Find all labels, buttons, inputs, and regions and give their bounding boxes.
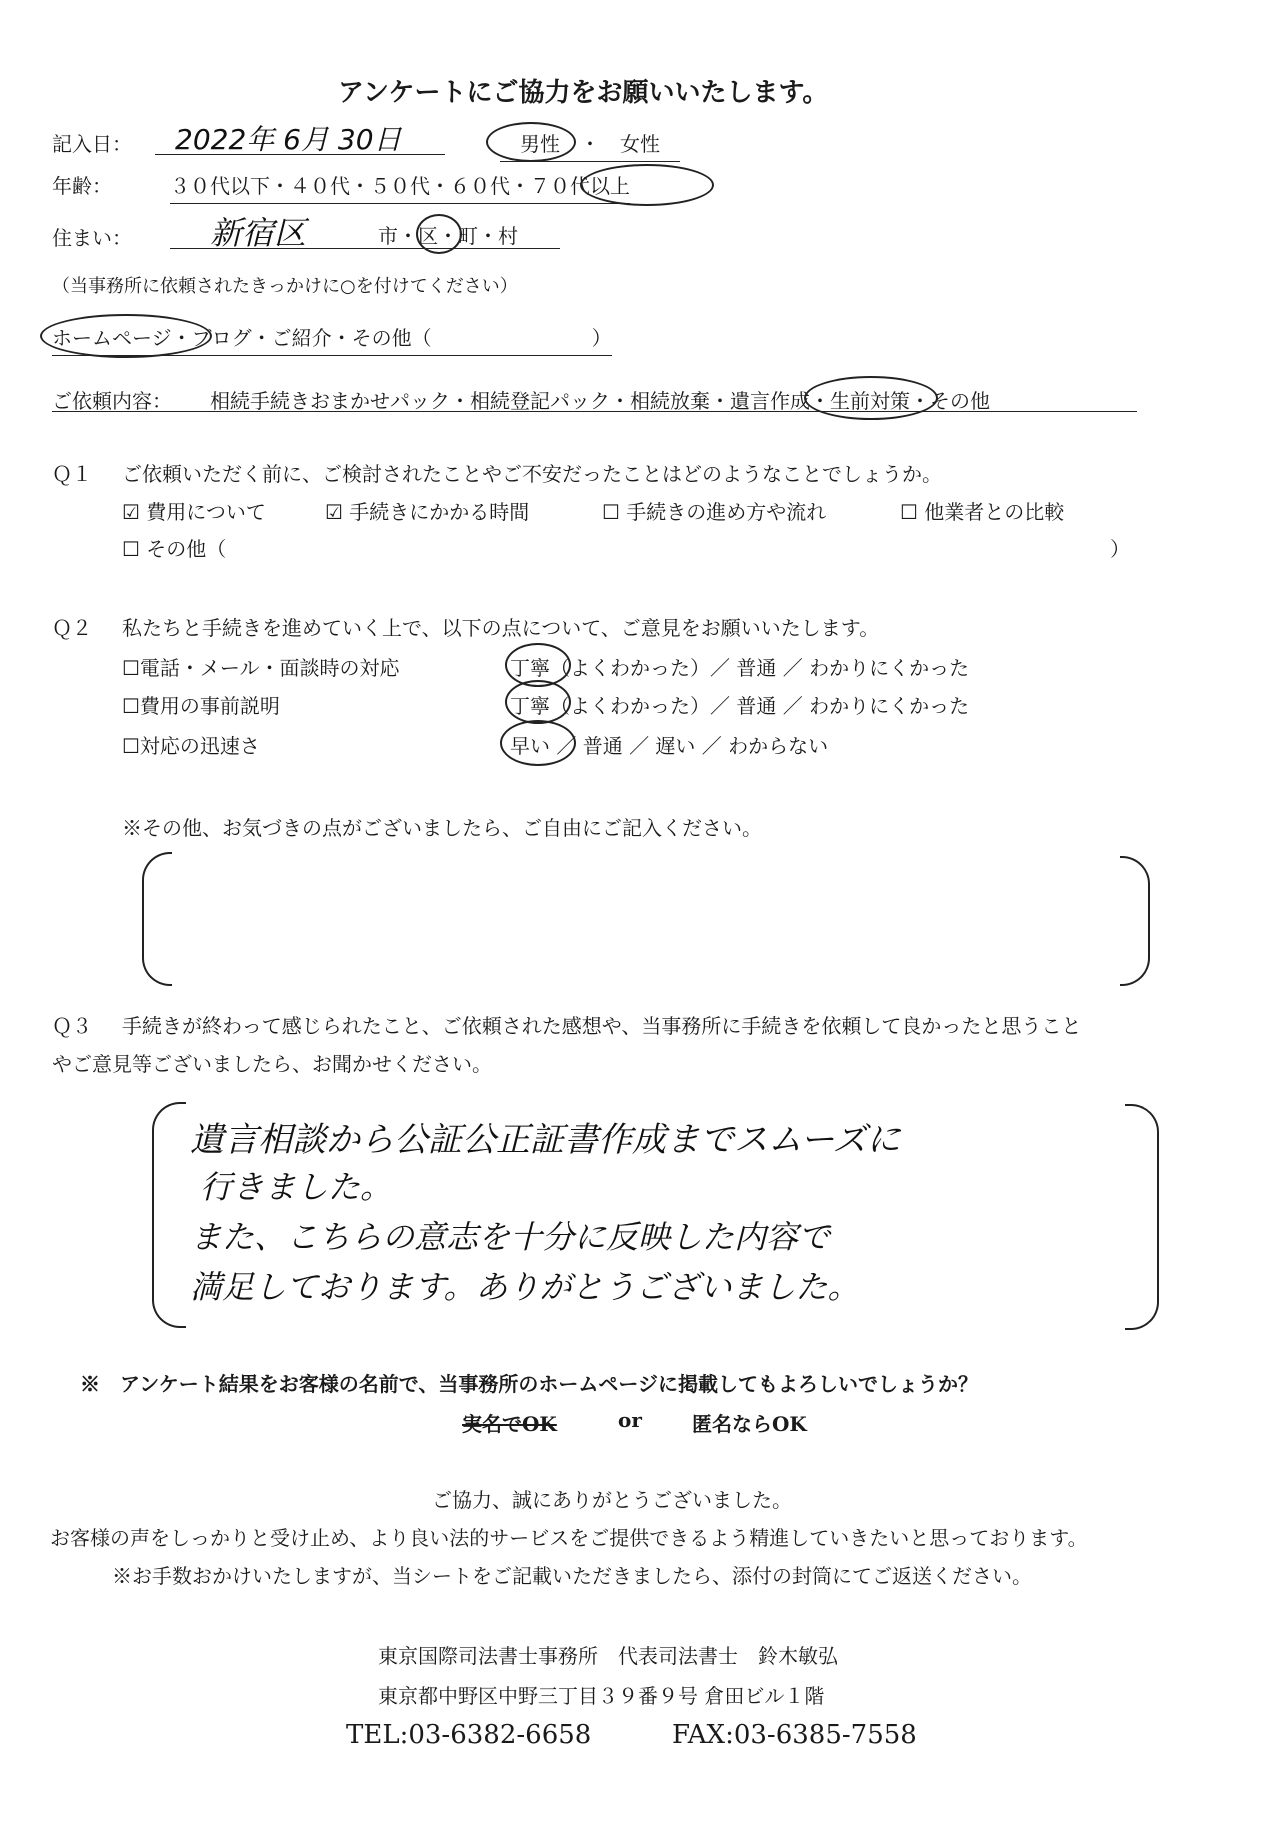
date-label: 記入日： [52, 132, 132, 156]
answer-line-4: 満足しております。ありがとうございました。 [190, 1268, 860, 1306]
closing-line-1: ご協力、誠にありがとうございました。 [432, 1488, 792, 1512]
date-field[interactable] [155, 118, 445, 155]
checkbox-icon[interactable]: ☐ [900, 500, 918, 524]
q2-other-note: ※その他、お気づきの点がございましたら、ご自由にご記入ください。 [122, 816, 762, 840]
checkbox-checked-icon[interactable]: ☑ [122, 500, 140, 524]
checkbox-checked-icon[interactable]: ☑ [325, 500, 343, 524]
answer-line-2: 行きました。 [200, 1168, 393, 1206]
q2-row2-label: ☐費用の事前説明 [122, 694, 280, 718]
age-label: 年齢： [52, 174, 112, 198]
request-will-circle [804, 376, 938, 420]
q2-row3-circle [500, 720, 576, 766]
footer-tel: TEL:03-6382-6658 [346, 1720, 592, 1750]
q2-row2-options[interactable]: 丁寧（よくわかった）／ 普通 ／ わかりにくかった [510, 694, 970, 718]
comment-box-left [142, 852, 172, 986]
q1-option-time[interactable]: ☑ 手続きにかかる時間 [325, 500, 530, 524]
q2-row3-label: ☐対応の迅速さ [122, 734, 260, 758]
q3-answer-area[interactable] [190, 1112, 1120, 1322]
q1-number: Ｑ１ [52, 462, 92, 486]
page-title: アンケートにご協力をお願いいたします。 [338, 78, 829, 108]
q3-question-line1: 手続きが終わって感じられたこと、ご依頼された感想や、当事務所に手続きを依頼して良かったと思うこと [122, 1014, 1082, 1038]
consent-question: ※ アンケート結果をお客様の名前で、当事務所のホームページに掲載してもよろしいでしょうか？ [80, 1372, 978, 1396]
trigger-options[interactable]: ホームページ・ブログ・ご紹介・その他（ ） [52, 322, 612, 356]
trigger-homepage-circle [40, 314, 212, 358]
q3-question-line2: やご意見等ございましたら、お聞かせください。 [52, 1052, 492, 1076]
request-label: ご依頼内容： [52, 389, 172, 413]
footer-office: 東京国際司法書士事務所 代表司法書士 鈴木敏弘 [378, 1644, 838, 1668]
q3-number: Ｑ３ [52, 1014, 92, 1038]
address-value: 新宿区 [210, 214, 307, 252]
q1-other-close: ） [1110, 537, 1130, 561]
answer-line-3: また、こちらの意志を十分に反映した内容で [190, 1218, 831, 1256]
consent-option-anonymous[interactable]: 匿名ならOK [692, 1412, 807, 1436]
q2-row1-label: ☐電話・メール・面談時の対応 [122, 656, 400, 680]
q1-option-cost[interactable]: ☑ 費用について [122, 500, 266, 524]
consent-or: or [618, 1408, 642, 1432]
closing-line-3: ※お手数おかけいたしますが、当シートをご記載いただきましたら、添付の封筒にてご返送ください。 [112, 1564, 1032, 1588]
consent-option-realname[interactable]: 実名でOK [462, 1412, 557, 1436]
age-70-circle [580, 164, 714, 206]
q1-option-compare[interactable]: ☐ 他業者との比較 [900, 500, 1065, 524]
q2-question: 私たちと手続きを進めていく上で、以下の点について、ご意見をお願いいたします。 [122, 616, 880, 640]
answer-box-right [1125, 1104, 1159, 1330]
gender-male-circle [486, 122, 576, 162]
answer-line-1: 遺言相談から公証公正証書作成までスムーズに [190, 1120, 901, 1160]
checkbox-icon[interactable]: ☐ [602, 500, 620, 524]
address-label: 住まい： [52, 226, 132, 250]
date-value: 2022年 6月 30日 [175, 123, 402, 156]
comment-box-right [1120, 856, 1150, 986]
address-ku-circle [416, 214, 462, 254]
request-options[interactable]: 相続手続きおまかせパック・相続登記パック・相続放棄・遺言作成・生前対策・その他 [210, 389, 990, 413]
q1-option-process[interactable]: ☐ 手続きの進め方や流れ [602, 500, 827, 524]
footer-address: 東京都中野区中野三丁目３９番９号 倉田ビル１階 [378, 1684, 825, 1708]
q2-number: Ｑ２ [52, 616, 92, 640]
q2-comment-area[interactable] [175, 860, 1115, 978]
q2-row3-options[interactable]: 早い ／ 普通 ／ 遅い ／ わからない [510, 734, 829, 758]
gender-options[interactable]: 男性 ・ 女性 [500, 128, 680, 162]
checkbox-icon[interactable]: ☐ [122, 537, 140, 561]
footer-fax: FAX:03-6385-7558 [672, 1720, 917, 1750]
q1-question: ご依頼いただく前に、ご検討されたことやご不安だったことはどのようなことでしょうか。 [122, 462, 942, 486]
address-field[interactable] [170, 208, 560, 252]
answer-box-left [152, 1102, 186, 1328]
q2-row1-options[interactable]: 丁寧（よくわかった）／ 普通 ／ わかりにくかった [510, 656, 970, 680]
age-options[interactable]: ３０代以下・４０代・５０代・６０代・７０代以上 [170, 170, 630, 204]
closing-line-2: お客様の声をしっかりと受け止め、より良い法的サービスをご提供できるよう精進していきたいと思っております。 [50, 1526, 1088, 1550]
trigger-note: （当事務所に依頼されたきっかけに○を付けてください） [52, 276, 518, 297]
q2-row2-circle [505, 680, 571, 724]
q1-option-other[interactable]: ☐ その他（ [122, 537, 227, 561]
address-options: 市・区・町・村 [378, 224, 518, 248]
